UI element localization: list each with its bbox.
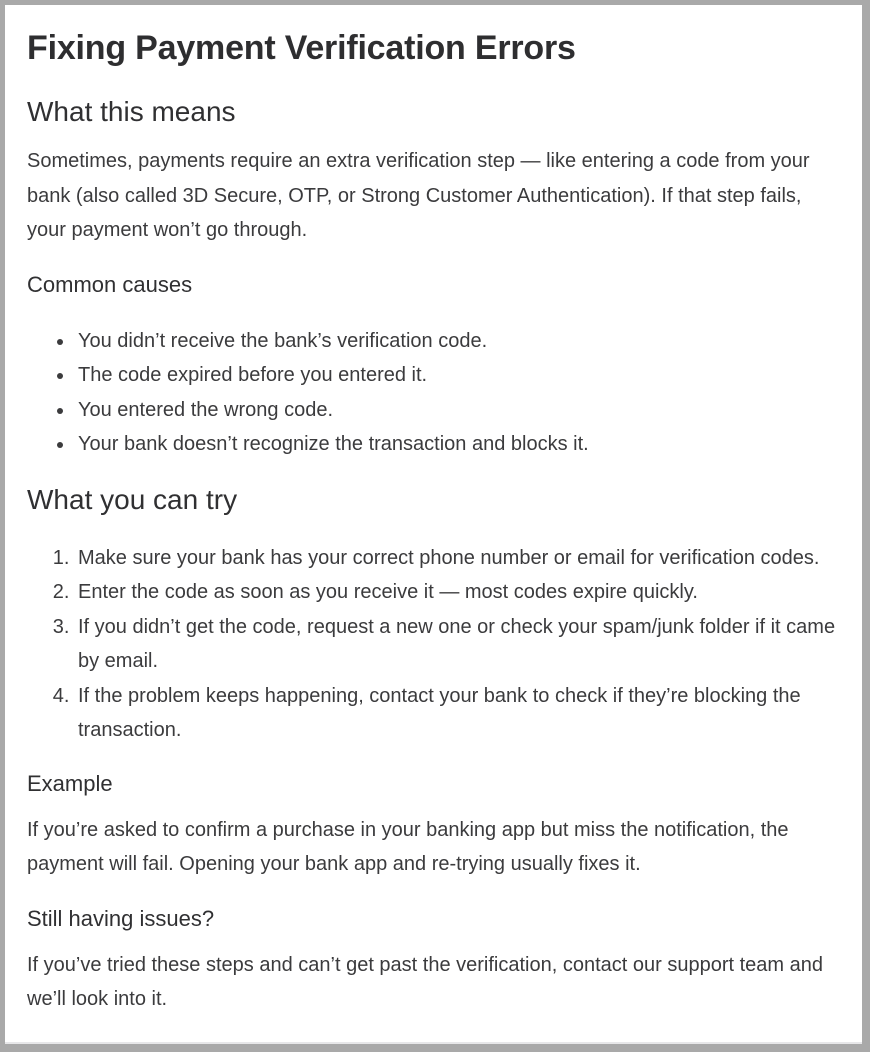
paragraph-what-this-means: Sometimes, payments require an extra verification step — like entering a code from your bank (also called 3D Secure, OTP, or Strong Customer Authentication). If that step fails, your payment won’t go through. xyxy=(27,150,810,241)
help-article-page xyxy=(5,5,862,1044)
list-item: • The code expired before you entered it. xyxy=(75,358,838,393)
article-title: Fixing Payment Verification Errors xyxy=(27,29,576,67)
list-item: • You didn’t receive the bank’s verification code. xyxy=(75,324,838,359)
bullet-list-common-causes xyxy=(27,324,838,462)
list-item: • Your bank doesn’t recognize the transaction and blocks it. xyxy=(75,427,838,462)
list-item: 1. Make sure your bank has your correct phone number or email for verification codes. xyxy=(75,541,838,576)
list-item: 3. If you didn’t get the code, request a new one or check your spam/junk folder if it came by email. xyxy=(75,610,838,679)
section-heading-what-you-can-try: What you can try xyxy=(27,483,238,515)
list-item: • You entered the wrong code. xyxy=(75,393,838,428)
section-heading-what-this-means: What this means xyxy=(27,96,236,127)
paragraph-still-having-issues: If you’ve tried these steps and can’t get past the verification, contact our support team and we’ll look into it. xyxy=(27,953,824,1010)
paragraph-example: If you’re asked to confirm a purchase in your banking app but miss the notification, the payment will fail. Opening your bank app and re-trying usually fixes it. xyxy=(27,818,789,875)
subheading-still-having-issues: Still having issues? xyxy=(27,905,215,931)
list-item: 2. Enter the code as soon as you receive it — most codes expire quickly. xyxy=(75,575,838,610)
subheading-common-causes: Common causes xyxy=(27,271,193,297)
numbered-list-steps xyxy=(27,541,838,748)
subheading-example: Example xyxy=(27,770,113,796)
list-item: 4. If the problem keeps happening, contact your bank to check if they’re blocking the transaction. xyxy=(75,679,838,748)
